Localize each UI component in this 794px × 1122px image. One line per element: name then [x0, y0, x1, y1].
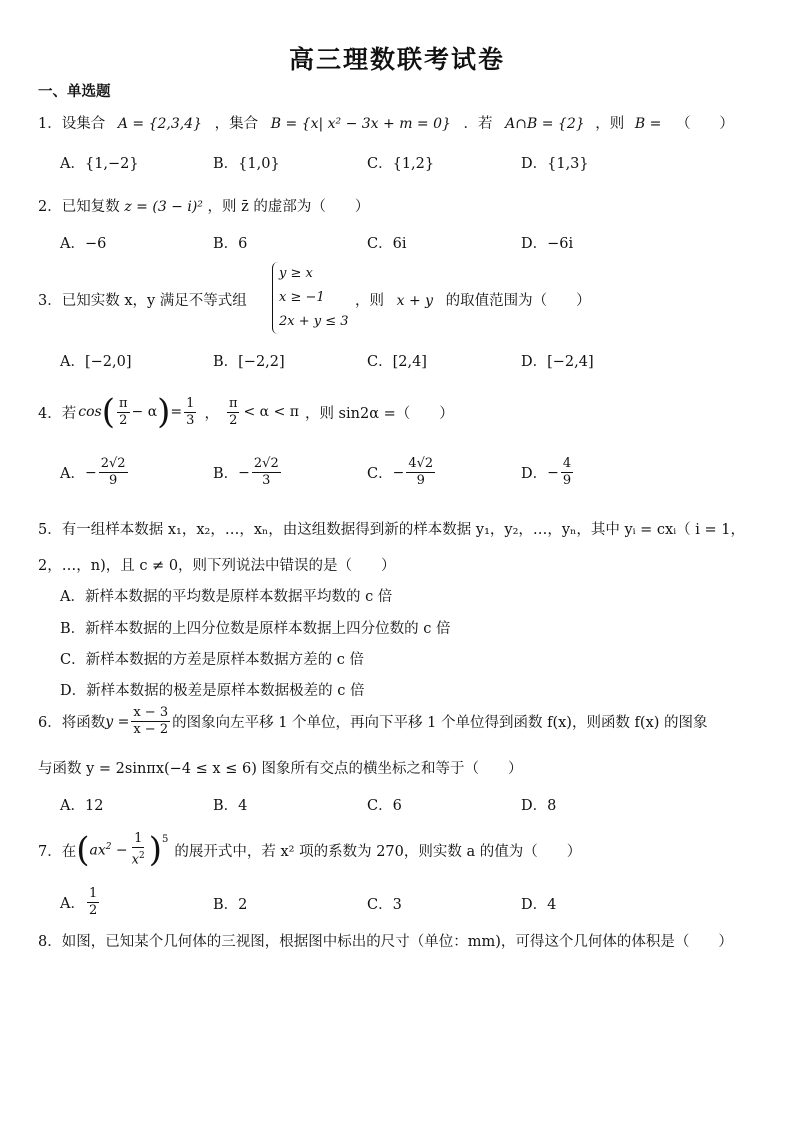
q5-option-d[interactable]: D．新样本数据的极差是原样本数据极差的 c 倍 — [60, 683, 365, 699]
q2-expr: z = (3 − i)² — [124, 199, 203, 215]
q3-expr: x + y — [396, 293, 434, 309]
q6-y-eq: y = — [105, 713, 130, 730]
q4-option-d-minus: − — [547, 464, 559, 481]
q7-rparen: ) — [148, 830, 163, 870]
q1-option-a[interactable]: A．{1,−2} — [60, 156, 139, 172]
q3-system — [272, 262, 349, 334]
q2-option-c[interactable]: C．6i — [367, 236, 407, 252]
q7-prefix: 7．在 — [38, 843, 77, 860]
q7-frac: $\frac{1}{x^2}$ — [131, 831, 145, 868]
q7-exponent: 5 — [162, 833, 169, 845]
q4-prefix: 4．若 — [38, 405, 77, 422]
q4-range: < α < π — [243, 404, 299, 420]
q4-option-a[interactable] — [60, 456, 130, 489]
q7-option-c[interactable]: C．3 — [367, 897, 402, 913]
q4-minus-alpha: − α — [131, 404, 158, 420]
q6-option-a[interactable]: A．12 — [60, 798, 104, 814]
q2-option-d[interactable]: D．−6i — [521, 236, 574, 252]
q6-prefix: 6．将函数 — [38, 715, 106, 731]
q1-option-b[interactable]: B．{1,0} — [213, 156, 280, 172]
q3-system-brace — [272, 262, 349, 334]
q3-ineq-2: x ≥ −1 — [279, 290, 325, 305]
q4-option-c-frac: $\frac{4√2}{9}$ — [408, 456, 434, 488]
q3-ineq-3: 2x + y ≤ 3 — [279, 314, 349, 329]
q7-option-a-label: A． — [60, 896, 85, 912]
q3-option-a[interactable]: A．[−2,0] — [60, 354, 132, 370]
q7-option-a-frac: $\frac{1}{2}$ — [88, 886, 98, 918]
q7-lparen: ( — [76, 830, 90, 870]
q4-eq: = — [170, 404, 183, 420]
q1-paren: （ ） — [675, 116, 734, 132]
section-heading: 一、单选题 — [38, 84, 111, 100]
question-1 — [38, 112, 734, 133]
q4-cos: cos — [78, 404, 102, 420]
q3-option-c[interactable]: C．[2,4] — [367, 354, 427, 370]
q1-mid1: ，集合 — [214, 116, 259, 132]
q1-option-d[interactable]: D．{1,3} — [521, 156, 589, 172]
q4-option-c[interactable] — [367, 456, 437, 489]
q3-ineq-1: y ≥ x — [279, 266, 313, 281]
q4-option-b-frac: $\frac{2√2}{3}$ — [253, 456, 279, 488]
q7-option-a[interactable] — [60, 886, 101, 919]
q6-option-b[interactable]: B．4 — [213, 798, 248, 814]
q4-option-a-frac: $\frac{2√2}{9}$ — [100, 456, 126, 488]
q5-option-c[interactable]: C．新样本数据的方差是原样本数据方差的 c 倍 — [60, 652, 364, 668]
question-7 — [38, 830, 581, 870]
question-3-prefix: 3．已知实数 x，y 满足不等式组 — [38, 293, 247, 309]
q7-ax2: $ax^2$ − — [89, 841, 128, 859]
q3-tail — [355, 289, 591, 310]
q1-set-a: A = {2,3,4} — [117, 116, 203, 132]
question-2 — [38, 195, 369, 216]
q1-mid3: ，则 — [595, 116, 625, 132]
q2-option-a[interactable]: A．−6 — [60, 236, 107, 252]
q4-frac-1-3: $\frac{1}{3}$ — [186, 395, 195, 428]
question-4 — [38, 392, 454, 432]
q4-lparen: ( — [101, 392, 115, 432]
q4-rparen: ) — [157, 392, 171, 432]
q3-post: 的取值范围为（ ） — [445, 293, 591, 309]
q1-ask: B = — [634, 116, 662, 132]
q1-condition: A∩B = {2} — [505, 116, 585, 132]
q2-prefix: 2．已知复数 — [38, 199, 120, 215]
q4-option-c-label: C． — [367, 466, 393, 482]
q5-line-2: 2，…，n)，且 c ≠ 0，则下列说法中错误的是（ ） — [38, 558, 396, 574]
q4-option-b-minus: − — [238, 464, 250, 481]
q4-option-a-minus: − — [84, 464, 97, 481]
q1-option-c[interactable]: C．{1,2} — [367, 156, 435, 172]
q5-option-b[interactable]: B．新样本数据的上四分位数是原样本数据上四分位数的 c 倍 — [60, 621, 451, 637]
q6-frac: $\frac{x - 3}{x - 2}$ — [133, 705, 169, 737]
q4-option-c-minus: − — [392, 464, 405, 481]
q1-set-b: B = {x| x² − 3x + m = 0} — [270, 116, 451, 132]
q6-option-c[interactable]: C．6 — [367, 798, 402, 814]
q4-option-d-label: D． — [521, 466, 548, 482]
q3-mid: ，则 — [355, 293, 384, 309]
q4-option-d-frac: $\frac{4}{9}$ — [562, 456, 572, 488]
q4-option-b-label: B． — [213, 466, 239, 482]
q6-line1-post: 的图象向左平移 1 个单位，再向下平移 1 个单位得到函数 f(x)，则函数 f(x) 的图象 — [172, 715, 708, 731]
q6-option-d[interactable]: D．8 — [521, 798, 557, 814]
q3-option-d[interactable]: D．[−2,4] — [521, 354, 594, 370]
q5-option-a[interactable]: A．新样本数据的平均数是原样本数据平均数的 c 倍 — [60, 589, 393, 605]
q4-frac-pi2-b: $\frac{\pi}{2}$ — [228, 395, 238, 428]
q1-mid2: ．若 — [463, 116, 493, 132]
q3-option-b[interactable]: B．[−2,2] — [213, 354, 285, 370]
q4-option-a-label: A． — [60, 466, 85, 482]
q1-prefix: 1．设集合 — [38, 116, 106, 132]
q5-line-1: 5．有一组样本数据 x₁，x₂，…，xₙ，由这组数据得到新的样本数据 y₁，y₂，…，yₙ，其中 yᵢ = cxᵢ（ i = 1， — [38, 522, 745, 538]
question-8: 8．如图，已知某个几何体的三视图，根据图中标出的尺寸（单位：mm)，可得这个几何体的体积是（ ） — [38, 934, 733, 950]
q6-line-2: 与函数 y = 2sinπx(−4 ≤ x ≤ 6) 图象所有交点的横坐标之和等于（ ） — [38, 761, 523, 777]
q7-option-d[interactable]: D．4 — [521, 897, 557, 913]
q7-post: 的展开式中，若 x² 项的系数为 270，则实数 a 的值为（ ） — [174, 843, 582, 860]
q4-frac-pi2: $\frac{\pi}{2}$ — [118, 395, 128, 428]
q4-post: ，则 sin2α =（ ） — [304, 405, 454, 422]
q4-option-b[interactable] — [213, 456, 283, 489]
q7-option-b[interactable]: B．2 — [213, 897, 248, 913]
q4-option-d[interactable] — [521, 456, 575, 489]
question-6 — [38, 705, 708, 738]
q4-comma: ， — [204, 405, 219, 422]
q2-option-b[interactable]: B．6 — [213, 236, 248, 252]
q2-post: ，则 z̄ 的虚部为（ ） — [207, 199, 370, 215]
page-title: 高三理数联考试卷 — [288, 45, 505, 74]
